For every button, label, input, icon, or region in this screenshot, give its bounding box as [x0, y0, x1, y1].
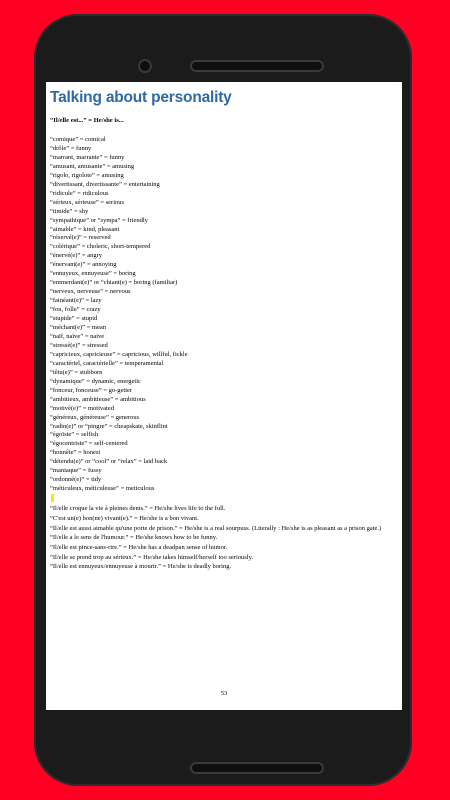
- vocab-item: “rigolo, rigolote” = amusing: [50, 171, 124, 179]
- phrase-item: “Il/elle est ennuyeux/ennuyeuse à mourir.” = He/she is deadly boring.: [50, 563, 232, 571]
- phrase-item: “Il/elle se prend trop au sérieux.” = He/she takes himself/herself too seriously.: [50, 553, 254, 561]
- vocab-item: “fonceur, fonceuse” = go-getter: [50, 386, 133, 394]
- bottom-bezel-bar: [190, 762, 324, 774]
- phrase-item: “Il/elle croque la vie à pleines dents.” = He/she lives life to the full.: [50, 505, 226, 513]
- phrase-item: “Il/elle est aussi aimable qu'une porte de prison.” = He/she is a real sourpuss. (Literally : He/she is as pleasant as a prison gate.): [50, 524, 382, 532]
- vocab-item: “radin(e)” or “pingre” = cheapskate, skinflint: [50, 422, 168, 430]
- front-camera: [138, 59, 152, 73]
- vocab-item: “réservé(e)” = reserved: [50, 234, 111, 242]
- vocab-item: “capricieux, capricieuse” = capricious, willful, fickle: [50, 350, 188, 358]
- vocab-item: “drôle” = funny: [50, 144, 92, 152]
- vocab-item: “ridicule” = ridiculous: [50, 189, 109, 197]
- phrase-item: “Il/elle a le sens de l'humour.” = He/she knows how to be funny.: [50, 534, 218, 542]
- vocab-item: “fou, folle” = crazy: [50, 306, 101, 314]
- page-title: Talking about personality: [50, 89, 232, 106]
- vocab-item: “stressé(e)” = stressed: [50, 341, 108, 349]
- vocab-item: “aimable” = kind, pleasant: [50, 225, 120, 233]
- vocab-item: “ambitieux, ambitieuse” = ambitious: [50, 395, 146, 403]
- phrase-list: [50, 504, 398, 572]
- vocab-item: “honnête” = honest: [50, 449, 101, 457]
- vocab-item: “méticuleux, méticuleuse” = meticulous: [50, 485, 155, 493]
- vocab-item: “timide” = shy: [50, 207, 89, 215]
- vocab-item: “égoïste” = selfish: [50, 431, 99, 439]
- text-highlight-marker: [51, 494, 54, 502]
- document-screen[interactable]: [46, 82, 402, 710]
- vocab-item: “amusant, amusante” = amusing: [50, 162, 135, 170]
- vocab-item: “colérique” = choleric, short-tempered: [50, 243, 151, 251]
- vocab-item: “nerveux, nerveuse” = nervous: [50, 288, 131, 296]
- vocab-item: “comique” = comical: [50, 136, 106, 143]
- vocab-item: “énervant(e)” = annoying: [50, 261, 117, 269]
- vocab-item: “sympathique” or “sympa” = friendly: [50, 216, 148, 224]
- vocab-item: “méchant(e)” = mean: [50, 324, 106, 332]
- vocab-item: “dynamique” = dynamic, energetic: [50, 377, 141, 385]
- vocab-item: “têtu(e)” = stubborn: [50, 368, 103, 376]
- vocab-item: “sérieux, sérieuse” = serious: [50, 198, 125, 206]
- vocab-item: “marrant, marrante” = funny: [50, 153, 125, 161]
- phrase-item: “Il/elle est pince-sans-rire.” = He/she has a deadpan sense of humor.: [50, 543, 228, 551]
- vocab-item: “caractériel, caractérielle” = temperamental: [50, 359, 164, 367]
- vocab-item: “stupide” = stupid: [50, 315, 98, 323]
- vocab-item: “motivé(e)” = motivated: [50, 404, 114, 412]
- vocabulary-list: [50, 136, 398, 494]
- page-number: 53: [220, 690, 228, 697]
- vocab-item: “détendu(e)” or “cool” or “relax” = laid back: [50, 458, 168, 466]
- document-page: [50, 86, 398, 572]
- vocab-item: “égocentriste” = self-centered: [50, 440, 128, 448]
- vocab-item: “ennuyeux, ennuyeuse” = boring: [50, 270, 136, 278]
- vocab-item: “emmerdant(e)” or “chiant(e) = boring (familiar): [50, 279, 178, 287]
- intro-line: “Il/elle est...” = He/she is...: [50, 117, 124, 124]
- vocab-item: “énervé(e)” = angry: [50, 252, 103, 260]
- vocab-item: “ordonné(e)” = tidy: [50, 476, 102, 484]
- phrase-item: “C'est un(e) bon(ne) vivant(e).” = He/she is a bon vivant.: [50, 514, 199, 522]
- vocab-item: “naïf, naïve” = naive: [50, 332, 105, 340]
- vocab-item: “maniaque” = fussy: [50, 467, 102, 475]
- vocab-item: “divertissant, divertissante” = entertaining: [50, 180, 160, 188]
- vocab-item: “généreux, généreuse” = generous: [50, 413, 140, 421]
- vocab-item: “fainéant(e)” = lazy: [50, 297, 102, 305]
- earpiece-speaker: [190, 60, 324, 72]
